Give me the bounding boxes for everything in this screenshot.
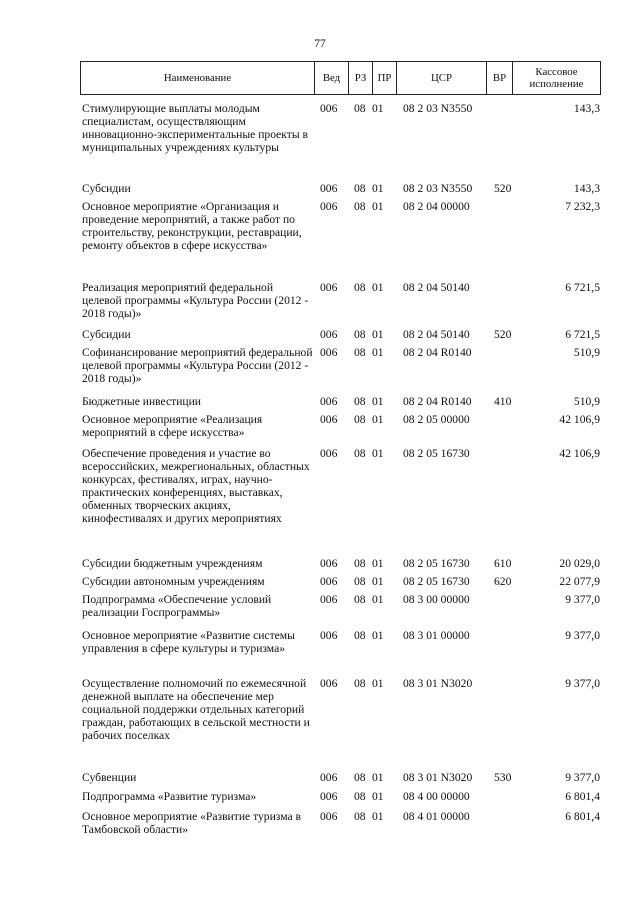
cell-vr: 520 <box>494 328 512 341</box>
cell-rz: 08 <box>354 771 366 784</box>
cell-csr: 08 2 05 00000 <box>403 413 470 426</box>
cell-ved: 006 <box>320 200 338 213</box>
header-pr: ПР <box>373 62 397 94</box>
page-number: 77 <box>314 38 326 50</box>
cell-sum: 510,9 <box>573 395 600 408</box>
header-sum: Кассовое исполнение <box>529 66 584 90</box>
cell-name: Обеспечение проведения и участие во всероссийских, межрегиональных, областных конкурсах, фестивалях, играх, научно-практических конференциях, выставках, обменных творческих акциях, кинофестивалях и других мероприятиях <box>82 447 310 525</box>
cell-rz: 08 <box>354 200 366 213</box>
cell-ved: 006 <box>320 413 338 426</box>
cell-csr: 08 3 01 N3020 <box>403 771 473 784</box>
cell-ved: 006 <box>320 593 338 606</box>
cell-sum: 6 801,4 <box>565 790 600 803</box>
cell-name: Софинансирование мероприятий федеральной целевой программы «Культура России (2012 - 2018 годы)» <box>82 346 313 385</box>
cell-csr: 08 2 04 R0140 <box>403 346 472 359</box>
cell-rz: 08 <box>354 575 366 588</box>
cell-pr: 01 <box>372 102 384 115</box>
cell-csr: 08 2 04 50140 <box>403 281 470 294</box>
cell-rz: 08 <box>354 557 366 570</box>
cell-name: Реализация мероприятий федеральной целевой программы «Культура России (2012 - 2018 годы)» <box>82 281 309 320</box>
cell-pr: 01 <box>372 677 384 690</box>
cell-name: Основное мероприятие «Развитие системы управления в сфере культуры и туризма» <box>82 629 295 655</box>
cell-vr: 620 <box>494 575 512 588</box>
cell-sum: 7 232,3 <box>565 200 600 213</box>
cell-sum: 42 106,9 <box>559 413 600 426</box>
cell-name: Бюджетные инвестиции <box>82 395 202 408</box>
cell-csr: 08 3 00 00000 <box>403 593 470 606</box>
cell-name: Подпрограмма «Обеспечение условий реализации Госпрограммы» <box>82 593 272 619</box>
cell-pr: 01 <box>372 790 384 803</box>
cell-pr: 01 <box>372 346 384 359</box>
cell-name: Основное мероприятие «Реализация мероприятий в сфере искусства» <box>82 413 263 439</box>
cell-sum: 9 377,0 <box>565 677 600 690</box>
cell-csr: 08 2 05 16730 <box>403 557 470 570</box>
cell-ved: 006 <box>320 395 338 408</box>
cell-name: Субсидии <box>82 182 131 195</box>
cell-sum: 6 721,5 <box>565 328 600 341</box>
cell-rz: 08 <box>354 328 366 341</box>
cell-sum: 22 077,9 <box>559 575 600 588</box>
cell-pr: 01 <box>372 281 384 294</box>
cell-pr: 01 <box>372 629 384 642</box>
header-ved: Вед <box>315 62 349 94</box>
cell-name: Основное мероприятие «Организация и проведение мероприятий, а также работ по строительству, реконструкции, реставрации, ремонту объектов в сфере искусства» <box>82 200 302 252</box>
cell-name: Субсидии бюджетным учреждениям <box>82 557 263 570</box>
cell-csr: 08 2 05 16730 <box>403 447 470 460</box>
cell-ved: 006 <box>320 182 338 195</box>
cell-rz: 08 <box>354 182 366 195</box>
header-csr: ЦСР <box>397 62 487 94</box>
cell-pr: 01 <box>372 771 384 784</box>
cell-name: Подпрограмма «Развитие туризма» <box>82 790 257 803</box>
header-vr: ВР <box>487 62 513 94</box>
cell-vr: 410 <box>494 395 512 408</box>
cell-ved: 006 <box>320 102 338 115</box>
cell-pr: 01 <box>372 182 384 195</box>
cell-ved: 006 <box>320 771 338 784</box>
cell-rz: 08 <box>354 677 366 690</box>
cell-name: Осуществление полномочий по ежемесячной денежной выплате на обеспечение мер социальной поддержки отдельных категорий граждан, работающих в сельской местности и рабочих поселках <box>82 677 310 742</box>
cell-rz: 08 <box>354 447 366 460</box>
cell-name: Субсидии <box>82 328 131 341</box>
cell-csr: 08 2 03 N3550 <box>403 182 473 195</box>
cell-sum: 9 377,0 <box>565 629 600 642</box>
cell-pr: 01 <box>372 200 384 213</box>
cell-sum: 143,3 <box>573 102 600 115</box>
cell-ved: 006 <box>320 790 338 803</box>
cell-name: Субвенции <box>82 771 137 784</box>
cell-pr: 01 <box>372 593 384 606</box>
table-header <box>80 61 601 95</box>
cell-vr: 520 <box>494 182 512 195</box>
cell-sum: 510,9 <box>573 346 600 359</box>
cell-ved: 006 <box>320 557 338 570</box>
cell-csr: 08 4 00 00000 <box>403 790 470 803</box>
cell-ved: 006 <box>320 281 338 294</box>
cell-pr: 01 <box>372 810 384 823</box>
cell-sum: 6 721,5 <box>565 281 600 294</box>
cell-sum: 143,3 <box>573 182 600 195</box>
cell-sum: 9 377,0 <box>565 771 600 784</box>
header-rz: РЗ <box>349 62 373 94</box>
cell-name: Стимулирующие выплаты молодым специалистам, осуществляющим инновационно-экспериментальные проекты в муниципальных учреждениях культуры <box>82 102 309 154</box>
cell-rz: 08 <box>354 395 366 408</box>
cell-pr: 01 <box>372 328 384 341</box>
cell-ved: 006 <box>320 575 338 588</box>
cell-pr: 01 <box>372 557 384 570</box>
cell-csr: 08 2 04 R0140 <box>403 395 472 408</box>
cell-csr: 08 2 04 00000 <box>403 200 470 213</box>
cell-name: Основное мероприятие «Развитие туризма в Тамбовской области» <box>82 810 301 836</box>
cell-pr: 01 <box>372 395 384 408</box>
cell-pr: 01 <box>372 413 384 426</box>
cell-rz: 08 <box>354 413 366 426</box>
cell-rz: 08 <box>354 790 366 803</box>
cell-ved: 006 <box>320 810 338 823</box>
cell-sum: 9 377,0 <box>565 593 600 606</box>
cell-ved: 006 <box>320 447 338 460</box>
cell-rz: 08 <box>354 629 366 642</box>
cell-csr: 08 3 01 00000 <box>403 629 470 642</box>
cell-vr: 610 <box>494 557 512 570</box>
cell-ved: 006 <box>320 677 338 690</box>
header-name: Наименование <box>81 62 315 94</box>
cell-pr: 01 <box>372 575 384 588</box>
cell-ved: 006 <box>320 629 338 642</box>
cell-ved: 006 <box>320 346 338 359</box>
cell-name: Субсидии автономным учреждениям <box>82 575 265 588</box>
cell-rz: 08 <box>354 102 366 115</box>
cell-vr: 530 <box>494 771 512 784</box>
cell-csr: 08 2 04 50140 <box>403 328 470 341</box>
cell-rz: 08 <box>354 810 366 823</box>
cell-sum: 20 029,0 <box>559 557 600 570</box>
cell-sum: 42 106,9 <box>559 447 600 460</box>
cell-pr: 01 <box>372 447 384 460</box>
cell-rz: 08 <box>354 593 366 606</box>
cell-ved: 006 <box>320 328 338 341</box>
cell-rz: 08 <box>354 346 366 359</box>
cell-csr: 08 4 01 00000 <box>403 810 470 823</box>
cell-csr: 08 3 01 N3020 <box>403 677 473 690</box>
cell-csr: 08 2 03 N3550 <box>403 102 473 115</box>
cell-sum: 6 801,4 <box>565 810 600 823</box>
cell-rz: 08 <box>354 281 366 294</box>
cell-csr: 08 2 05 16730 <box>403 575 470 588</box>
